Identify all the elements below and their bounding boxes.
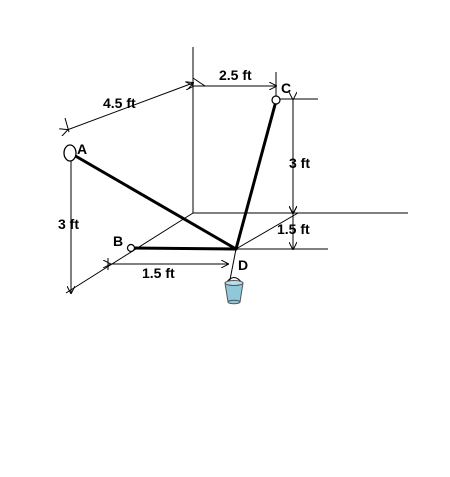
bucket-icon xyxy=(225,278,243,304)
point-label-d: D xyxy=(238,257,249,273)
dim-label-c-height: 3 ft xyxy=(289,155,310,171)
dim-label-b-length: 1.5 ft xyxy=(142,265,175,281)
extension-line xyxy=(193,78,205,86)
point-label-a: A xyxy=(77,141,88,157)
dim-label-a-offset: 4.5 ft xyxy=(103,95,136,111)
point-label-b: B xyxy=(113,233,124,249)
anchor-b xyxy=(128,245,135,252)
cable-bd xyxy=(131,248,236,249)
dim-label-d-offset: 1.5 ft xyxy=(277,221,310,237)
anchor-c xyxy=(272,96,280,104)
cable-ad xyxy=(72,154,236,249)
anchor-a xyxy=(64,145,76,161)
cable-cd xyxy=(236,101,276,249)
depth-axis xyxy=(66,213,193,293)
dim-label-c-offset: 2.5 ft xyxy=(219,67,252,83)
dim-label-a-height: 3 ft xyxy=(58,216,79,232)
point-label-c: C xyxy=(281,80,292,96)
